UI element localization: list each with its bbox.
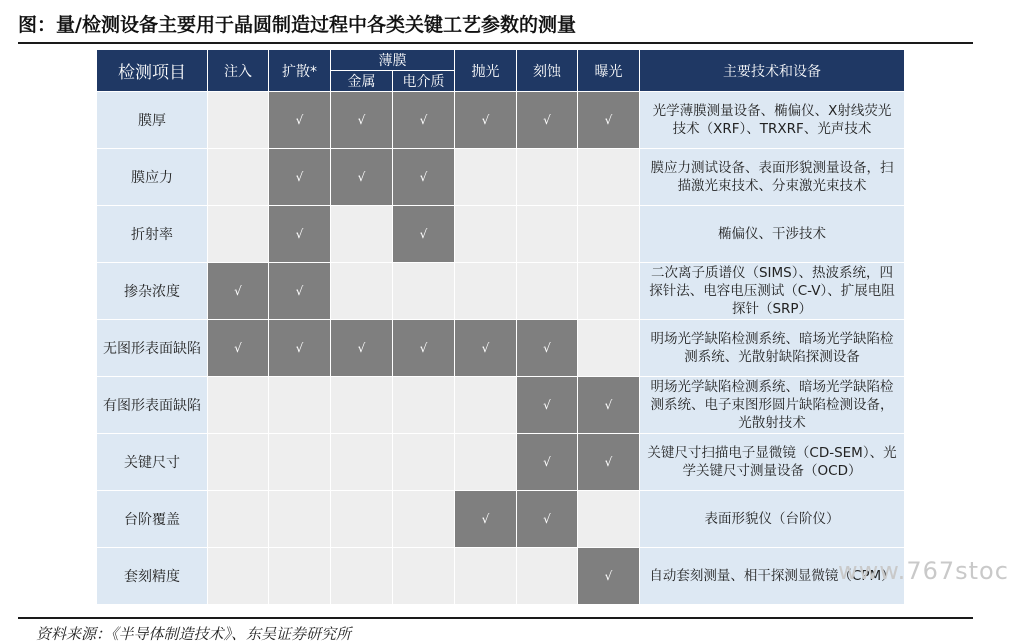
- empty-cell: [455, 548, 517, 605]
- check-cell: √: [393, 92, 455, 149]
- empty-cell: [269, 434, 331, 491]
- empty-cell: [393, 263, 455, 320]
- table-row: [97, 320, 905, 377]
- check-cell: √: [331, 149, 393, 206]
- check-cell: √: [269, 320, 331, 377]
- tech-cell: 光学薄膜测量设备、椭偏仪、X射线荧光技术（XRF）、TRXRF、光声技术: [640, 92, 905, 149]
- table-row: [97, 149, 905, 206]
- check-cell: √: [517, 491, 578, 548]
- empty-cell: [393, 434, 455, 491]
- empty-cell: [455, 206, 517, 263]
- empty-cell: [578, 320, 640, 377]
- check-cell: √: [517, 434, 578, 491]
- empty-cell: [393, 377, 455, 434]
- table-row: [97, 434, 905, 491]
- tech-cell: 膜应力测试设备、表面形貌测量设备，扫描激光束技术、分束激光束技术: [640, 149, 905, 206]
- check-cell: √: [578, 548, 640, 605]
- check-cell: √: [455, 491, 517, 548]
- row-label: 有图形表面缺陷: [97, 377, 208, 434]
- header-exposure: 曝光: [578, 50, 640, 92]
- header-diffusion: 扩散*: [269, 50, 331, 92]
- empty-cell: [393, 491, 455, 548]
- tech-cell: 二次离子质谱仪（SIMS）、热波系统，四探针法、电容电压测试（C-V）、扩展电阻探针（SRP）: [640, 263, 905, 320]
- table-row: [97, 206, 905, 263]
- row-label: 膜应力: [97, 149, 208, 206]
- header-thin-film: 薄膜: [331, 50, 455, 71]
- empty-cell: [331, 263, 393, 320]
- check-cell: √: [208, 320, 269, 377]
- check-cell: √: [517, 92, 578, 149]
- check-cell: √: [269, 149, 331, 206]
- tech-cell: 明场光学缺陷检测系统、暗场光学缺陷检测系统、光散射缺陷探测设备: [640, 320, 905, 377]
- empty-cell: [331, 491, 393, 548]
- empty-cell: [455, 149, 517, 206]
- check-cell: √: [578, 434, 640, 491]
- check-cell: √: [393, 206, 455, 263]
- metrology-table: [96, 49, 905, 605]
- check-cell: √: [393, 320, 455, 377]
- empty-cell: [269, 377, 331, 434]
- tech-cell: 关键尺寸扫描电子显微镜（CD-SEM）、光学关键尺寸测量设备（OCD）: [640, 434, 905, 491]
- table-row: [97, 491, 905, 548]
- check-cell: √: [517, 320, 578, 377]
- check-cell: √: [269, 206, 331, 263]
- empty-cell: [455, 263, 517, 320]
- figure-title: 图：量/检测设备主要用于晶圆制造过程中各类关键工艺参数的测量: [18, 14, 576, 36]
- source-note: 资料来源：《半导体制造技术》、东吴证券研究所: [36, 625, 352, 643]
- check-cell: √: [578, 377, 640, 434]
- row-label: 折射率: [97, 206, 208, 263]
- empty-cell: [578, 149, 640, 206]
- empty-cell: [578, 206, 640, 263]
- check-cell: √: [331, 320, 393, 377]
- empty-cell: [455, 377, 517, 434]
- tech-cell: 表面形貌仪（台阶仪）: [640, 491, 905, 548]
- empty-cell: [517, 548, 578, 605]
- empty-cell: [208, 491, 269, 548]
- empty-cell: [269, 491, 331, 548]
- check-cell: √: [269, 92, 331, 149]
- empty-cell: [455, 434, 517, 491]
- check-cell: √: [269, 263, 331, 320]
- bottom-rule: [18, 617, 973, 619]
- check-cell: √: [455, 320, 517, 377]
- header-tech: 主要技术和设备: [640, 50, 905, 92]
- header-polishing: 抛光: [455, 50, 517, 92]
- empty-cell: [208, 434, 269, 491]
- check-cell: √: [455, 92, 517, 149]
- empty-cell: [208, 548, 269, 605]
- empty-cell: [578, 491, 640, 548]
- empty-cell: [208, 149, 269, 206]
- tech-cell: 明场光学缺陷检测系统、暗场光学缺陷检测系统、电子束图形圆片缺陷检测设备，光散射技术: [640, 377, 905, 434]
- tech-cell: 椭偏仪、干涉技术: [640, 206, 905, 263]
- row-label: 无图形表面缺陷: [97, 320, 208, 377]
- empty-cell: [517, 263, 578, 320]
- empty-cell: [331, 548, 393, 605]
- header-injection: 注入: [208, 50, 269, 92]
- empty-cell: [331, 377, 393, 434]
- check-cell: √: [331, 92, 393, 149]
- empty-cell: [331, 434, 393, 491]
- check-cell: √: [517, 377, 578, 434]
- header-etching: 刻蚀: [517, 50, 578, 92]
- table-row: [97, 92, 905, 149]
- empty-cell: [517, 206, 578, 263]
- table-row: [97, 263, 905, 320]
- header-metal: 金属: [331, 71, 393, 92]
- empty-cell: [208, 206, 269, 263]
- empty-cell: [208, 92, 269, 149]
- row-label: 膜厚: [97, 92, 208, 149]
- table-row: [97, 548, 905, 605]
- check-cell: √: [393, 149, 455, 206]
- top-rule: [18, 42, 973, 44]
- row-label: 掺杂浓度: [97, 263, 208, 320]
- table-row: [97, 377, 905, 434]
- empty-cell: [578, 263, 640, 320]
- empty-cell: [269, 548, 331, 605]
- check-cell: √: [208, 263, 269, 320]
- empty-cell: [331, 206, 393, 263]
- tech-cell: 自动套刻测量、相干探测显微镜（CPM）: [640, 548, 905, 605]
- empty-cell: [517, 149, 578, 206]
- watermark: www.767stoc: [838, 557, 1009, 585]
- empty-cell: [393, 548, 455, 605]
- header-dielectric: 电介质: [393, 71, 455, 92]
- row-label: 关键尺寸: [97, 434, 208, 491]
- row-label: 台阶覆盖: [97, 491, 208, 548]
- row-label: 套刻精度: [97, 548, 208, 605]
- table-body: [97, 92, 905, 605]
- header-item: 检测项目: [97, 50, 208, 92]
- empty-cell: [208, 377, 269, 434]
- check-cell: √: [578, 92, 640, 149]
